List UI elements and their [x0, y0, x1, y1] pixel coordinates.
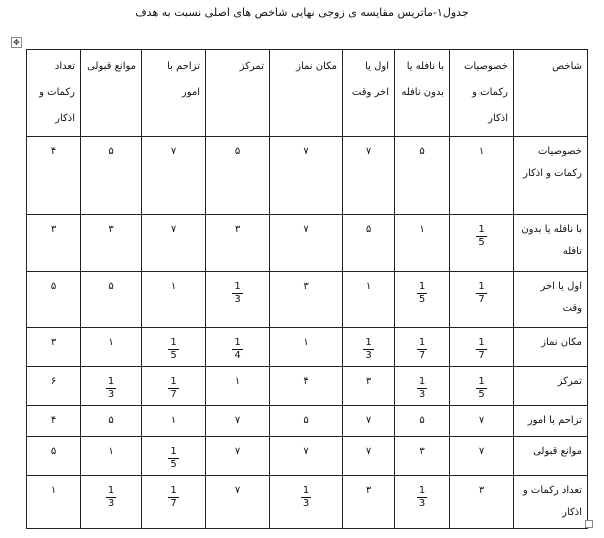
matrix-cell: ۷	[270, 137, 343, 215]
matrix-cell-fraction	[395, 272, 450, 328]
fraction-denominator: 3	[234, 294, 241, 305]
row-label: تمرکز	[514, 367, 588, 406]
matrix-cell-fraction	[450, 367, 514, 406]
fraction-numerator: 1	[170, 485, 177, 496]
fraction	[417, 485, 427, 510]
fraction	[168, 337, 178, 362]
matrix-cell: ۱	[343, 272, 395, 328]
fraction-numerator: 1	[418, 337, 426, 348]
table-row	[27, 367, 588, 406]
header-cell: مکان نماز	[270, 50, 343, 137]
matrix-cell: ۵	[395, 406, 450, 437]
fraction-numerator: 1	[418, 281, 426, 292]
fraction-numerator: 1	[170, 337, 177, 348]
matrix-cell: ۷	[142, 137, 206, 215]
fraction	[232, 281, 242, 306]
matrix-cell-fraction	[395, 367, 450, 406]
header-cell: موانع قبولی	[81, 50, 142, 137]
fraction-numerator: 1	[302, 485, 310, 496]
header-cell: تزاحم با امور	[142, 50, 206, 137]
matrix-cell: ۳	[27, 328, 81, 367]
fraction	[476, 281, 486, 306]
fraction-numerator: 1	[365, 337, 372, 348]
matrix-cell: ۷	[450, 406, 514, 437]
fraction-denominator: 5	[170, 459, 177, 470]
matrix-cell-fraction	[395, 328, 450, 367]
matrix-cell-fraction	[142, 437, 206, 476]
fraction	[476, 224, 486, 249]
matrix-cell-fraction	[450, 272, 514, 328]
matrix-cell: ۷	[142, 215, 206, 272]
fraction	[106, 376, 116, 401]
matrix-cell: ۵	[81, 406, 142, 437]
fraction	[417, 376, 427, 401]
table-resize-handle[interactable]	[585, 520, 593, 528]
matrix-cell: ۶	[27, 367, 81, 406]
fraction-denominator: 3	[107, 389, 115, 400]
fraction-numerator: 1	[234, 281, 241, 292]
fraction-denominator: 5	[170, 350, 177, 361]
row-label: تعداد رکمات و اذکار	[514, 476, 588, 529]
matrix-cell-fraction	[450, 328, 514, 367]
fraction-denominator: 5	[478, 237, 485, 248]
fraction-denominator: 7	[478, 350, 485, 361]
fraction-denominator: 7	[478, 294, 485, 305]
matrix-cell: ۳	[27, 215, 81, 272]
matrix-cell: ۱	[395, 215, 450, 272]
row-label: خصوصیات رکمات و اذکار	[514, 137, 588, 215]
matrix-cell: ۳	[81, 215, 142, 272]
fraction-denominator: 3	[107, 498, 115, 509]
matrix-cell: ۷	[343, 137, 395, 215]
header-cell: اول یا اخر وقت	[343, 50, 395, 137]
matrix-cell: ۵	[81, 272, 142, 328]
table-caption: جدول۱-ماتریس مقایسه ی زوجی نهایی شاخص های اصلی نسبت به هدف	[135, 6, 469, 19]
matrix-cell-fraction	[142, 328, 206, 367]
table-move-handle-icon[interactable]: ✥	[11, 37, 22, 48]
fraction-denominator: 7	[418, 350, 426, 361]
fraction-denominator: 5	[478, 389, 485, 400]
table-row	[27, 437, 588, 476]
fraction-numerator: 1	[234, 337, 241, 348]
table-row	[27, 137, 588, 215]
fraction	[476, 376, 486, 401]
fraction-denominator: 3	[418, 498, 426, 509]
matrix-cell-fraction	[81, 476, 142, 529]
matrix-cell-fraction	[81, 367, 142, 406]
matrix-cell: ۵	[27, 437, 81, 476]
matrix-cell-fraction	[206, 272, 270, 328]
fraction-numerator: 1	[170, 446, 177, 457]
table-row	[27, 328, 588, 367]
fraction-numerator: 1	[418, 485, 426, 496]
table-header-row	[27, 50, 588, 137]
fraction-numerator: 1	[478, 337, 485, 348]
row-label: مکان نماز	[514, 328, 588, 367]
matrix-cell: ۷	[206, 437, 270, 476]
row-label: موانع قبولی	[514, 437, 588, 476]
matrix-cell: ۳	[343, 367, 395, 406]
comparison-matrix-table	[26, 49, 588, 529]
matrix-cell-fraction	[142, 476, 206, 529]
fraction	[476, 337, 486, 362]
row-label: تزاحم با امور	[514, 406, 588, 437]
fraction-denominator: 5	[418, 294, 426, 305]
matrix-cell: ۱	[81, 437, 142, 476]
fraction	[363, 337, 373, 362]
matrix-cell: ۱	[142, 272, 206, 328]
matrix-cell: ۷	[270, 437, 343, 476]
matrix-cell: ۱	[206, 367, 270, 406]
matrix-cell: ۵	[27, 272, 81, 328]
header-cell: با نافله یا بدون نافله	[395, 50, 450, 137]
fraction-numerator: 1	[170, 376, 177, 387]
matrix-cell: ۴	[27, 137, 81, 215]
matrix-cell: ۴	[27, 406, 81, 437]
fraction	[417, 337, 427, 362]
matrix-cell: ۵	[81, 137, 142, 215]
header-cell: تمرکز	[206, 50, 270, 137]
matrix-cell: ۵	[343, 215, 395, 272]
fraction-numerator: 1	[478, 376, 485, 387]
fraction	[417, 281, 427, 306]
fraction-numerator: 1	[107, 485, 115, 496]
header-cell: تعداد رکمات و اذکار	[27, 50, 81, 137]
matrix-cell: ۷	[450, 437, 514, 476]
matrix-cell: ۴	[270, 367, 343, 406]
fraction-denominator: 7	[170, 389, 177, 400]
matrix-cell: ۳	[270, 272, 343, 328]
table-row	[27, 406, 588, 437]
fraction-denominator: 3	[302, 498, 310, 509]
matrix-cell: ۱	[270, 328, 343, 367]
matrix-cell: ۳	[395, 437, 450, 476]
fraction	[168, 446, 178, 471]
fraction-numerator: 1	[107, 376, 115, 387]
fraction	[168, 485, 178, 510]
matrix-cell: ۳	[206, 215, 270, 272]
fraction-denominator: 4	[234, 350, 241, 361]
fraction	[301, 485, 311, 510]
header-cell-criterion: شاخص	[514, 50, 588, 137]
matrix-cell: ۱	[142, 406, 206, 437]
fraction-denominator: 3	[365, 350, 372, 361]
matrix-cell: ۳	[343, 476, 395, 529]
matrix-cell: ۳	[450, 476, 514, 529]
matrix-cell: ۱	[27, 476, 81, 529]
matrix-cell: ۵	[270, 406, 343, 437]
fraction-numerator: 1	[418, 376, 426, 387]
matrix-cell-fraction	[450, 215, 514, 272]
matrix-cell-fraction	[142, 367, 206, 406]
matrix-cell: ۱	[81, 328, 142, 367]
table-row	[27, 215, 588, 272]
fraction	[232, 337, 242, 362]
matrix-cell: ۷	[206, 476, 270, 529]
fraction	[106, 485, 116, 510]
matrix-cell: ۷	[343, 406, 395, 437]
matrix-cell-fraction	[270, 476, 343, 529]
matrix-cell-fraction	[206, 328, 270, 367]
table-row	[27, 272, 588, 328]
matrix-cell: ۷	[343, 437, 395, 476]
matrix-cell-fraction	[395, 476, 450, 529]
matrix-cell: ۷	[270, 215, 343, 272]
fraction-numerator: 1	[478, 281, 485, 292]
fraction-denominator: 3	[418, 389, 426, 400]
row-label: اول یا اخر وقت	[514, 272, 588, 328]
matrix-cell: ۵	[395, 137, 450, 215]
fraction	[168, 376, 178, 401]
table-row	[27, 476, 588, 529]
header-cell: خصوصیات رکمات و اذکار	[450, 50, 514, 137]
matrix-cell: ۱	[450, 137, 514, 215]
matrix-cell-fraction	[343, 328, 395, 367]
row-label: با نافله یا بدون نافله	[514, 215, 588, 272]
matrix-cell: ۵	[206, 137, 270, 215]
matrix-cell: ۷	[206, 406, 270, 437]
fraction-numerator: 1	[478, 224, 485, 235]
fraction-denominator: 7	[170, 498, 177, 509]
